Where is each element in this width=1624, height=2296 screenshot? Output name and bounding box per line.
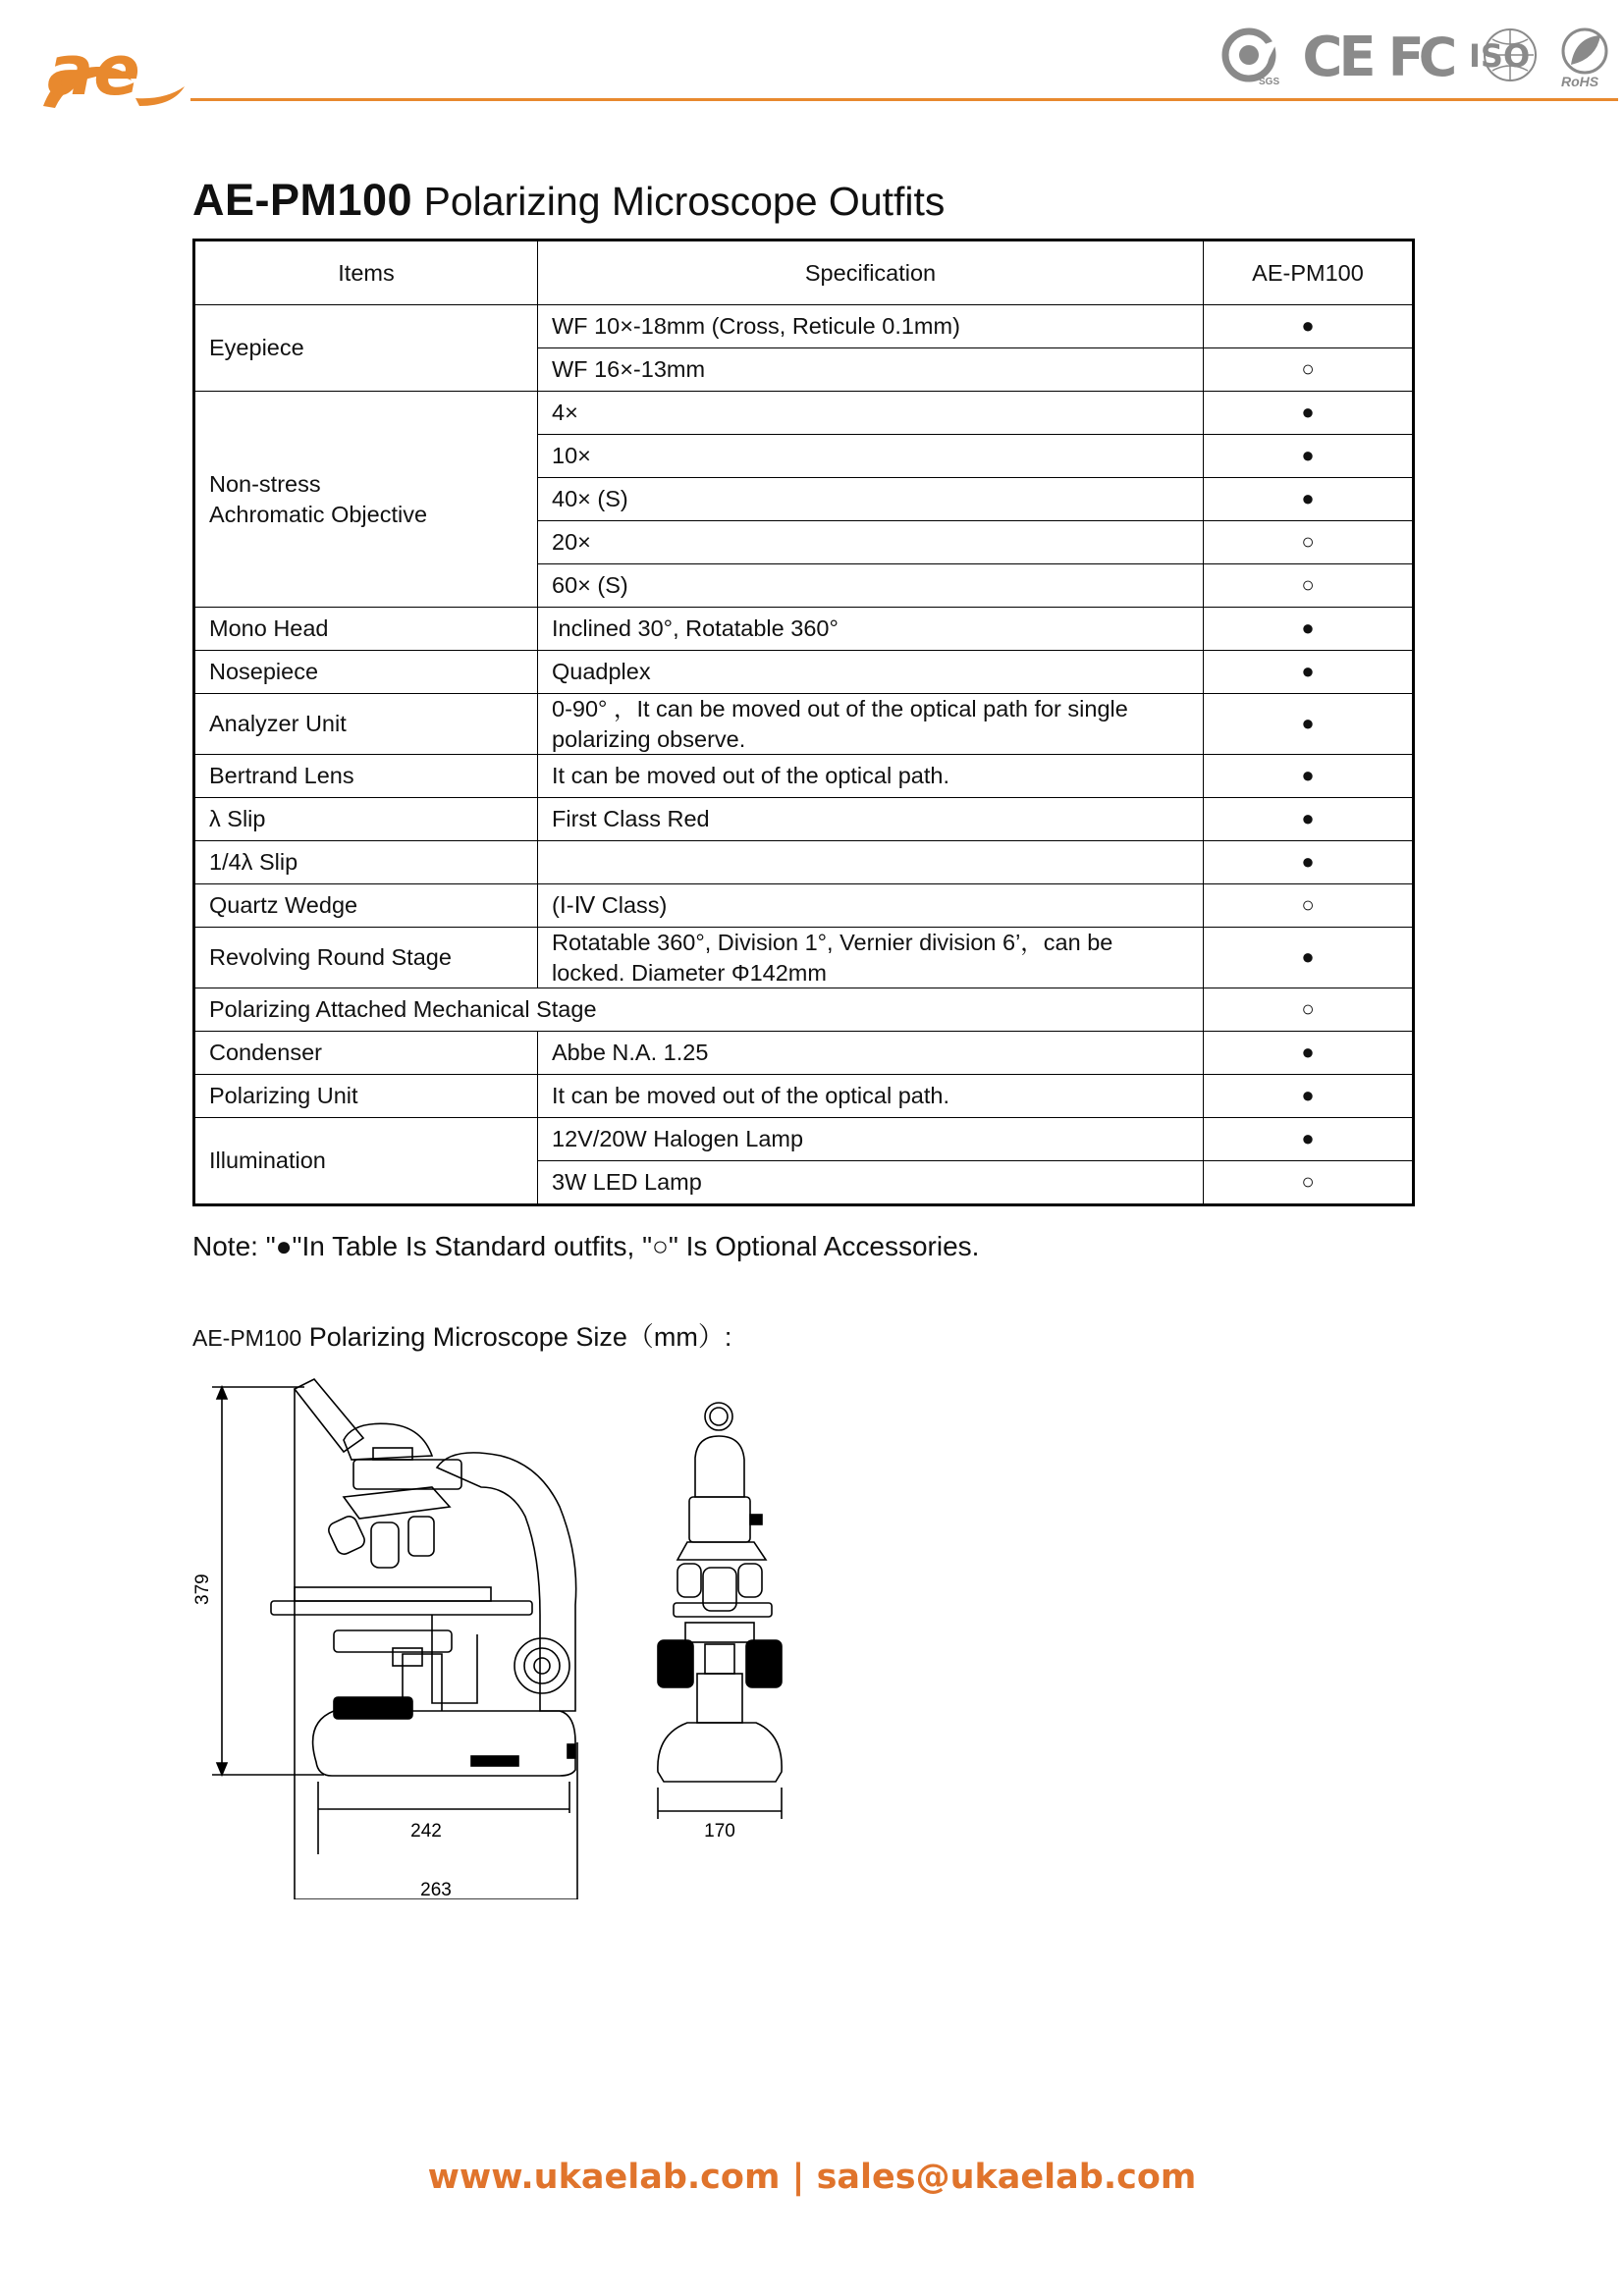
item-cell: Nosepiece: [194, 651, 538, 694]
table-note: Note: "●"In Table Is Standard outfits, "○" Is Optional Accessories.: [192, 1231, 980, 1261]
availability-mark: ●: [1204, 478, 1414, 521]
spec-cell: 4×: [538, 392, 1204, 435]
microscope-dimension-drawing: [187, 1350, 913, 1899]
availability-mark: ●: [1204, 608, 1414, 651]
availability-mark: ●: [1204, 305, 1414, 348]
availability-mark: ○: [1204, 564, 1414, 608]
ce-mark-icon: CE: [1302, 25, 1373, 89]
item-cell: Bertrand Lens: [194, 755, 538, 798]
item-cell: Polarizing Unit: [194, 1075, 538, 1118]
spec-cell: [538, 841, 1204, 884]
spec-cell: (Ⅰ-Ⅳ Class): [538, 884, 1204, 928]
item-cell: 1/4λ Slip: [194, 841, 538, 884]
availability-mark: ●: [1204, 798, 1414, 841]
fcc-mark-icon: FC: [1387, 26, 1452, 88]
size-caption-text: Polarizing Microscope Size（mm）:: [308, 1322, 732, 1352]
title-text: Polarizing Microscope Outfits: [423, 179, 946, 224]
spec-cell: Inclined 30°, Rotatable 360°: [538, 608, 1204, 651]
table-row: [194, 694, 1414, 755]
page-title: [192, 175, 945, 226]
table-row: [194, 1032, 1414, 1075]
table-header-row: [194, 240, 1414, 305]
dim-total-depth: 263: [420, 1880, 452, 1899]
table-row: [194, 608, 1414, 651]
header-model: AE-PM100: [1204, 240, 1414, 305]
item-cell: Revolving Round Stage: [194, 928, 538, 988]
spec-cell: 0-90° ，It can be moved out of the optical path for single polarizing observe.: [538, 694, 1204, 755]
item-cell: Analyzer Unit: [194, 694, 538, 755]
logo-text: ae: [47, 30, 140, 111]
dim-height: 379: [192, 1574, 213, 1605]
dim-base-depth: 242: [410, 1821, 442, 1842]
availability-mark: ●: [1204, 1032, 1414, 1075]
table-row: [194, 928, 1414, 988]
availability-mark: ●: [1204, 651, 1414, 694]
spec-cell: 3W LED Lamp: [538, 1161, 1204, 1205]
item-cell: Condenser: [194, 1032, 538, 1075]
spec-cell: It can be moved out of the optical path.: [538, 755, 1204, 798]
size-caption-model: AE-PM100: [192, 1325, 302, 1351]
item-cell: Quartz Wedge: [194, 884, 538, 928]
spec-cell: First Class Red: [538, 798, 1204, 841]
spec-cell: 12V/20W Halogen Lamp: [538, 1118, 1204, 1161]
spec-cell: Rotatable 360°, Division 1°, Vernier division 6’，can be locked. Diameter Φ142mm: [538, 928, 1204, 988]
spec-cell: 40× (S): [538, 478, 1204, 521]
item-cell: Non-stress Achromatic Objective: [194, 392, 538, 608]
spec-cell: 60× (S): [538, 564, 1204, 608]
svg-text:ISO: ISO: [1469, 37, 1531, 75]
availability-mark: ●: [1204, 435, 1414, 478]
availability-mark: ●: [1204, 841, 1414, 884]
header-items: Items: [194, 240, 538, 305]
size-caption: [192, 1315, 731, 1354]
spec-cell: It can be moved out of the optical path.: [538, 1075, 1204, 1118]
header-divider: [190, 98, 1618, 101]
availability-mark: ●: [1204, 755, 1414, 798]
brand-logo: [37, 29, 189, 118]
table-row: [194, 1118, 1414, 1161]
item-cell: λ Slip: [194, 798, 538, 841]
spec-cell: WF 10×-18mm (Cross, Reticule 0.1mm): [538, 305, 1204, 348]
sgs-certification-icon: [1219, 26, 1290, 88]
availability-mark: ○: [1204, 1161, 1414, 1205]
spec-table: [192, 239, 1415, 1206]
iso-certification-icon: [1465, 26, 1545, 88]
footer-contact[interactable]: www.ukaelab.com | sales@ukaelab.com: [427, 2158, 1197, 2197]
availability-mark: ○: [1204, 884, 1414, 928]
table-row: [194, 392, 1414, 435]
table-row: [194, 884, 1414, 928]
svg-text:RoHS: RoHS: [1561, 74, 1599, 88]
svg-text:SGS: SGS: [1259, 77, 1280, 87]
spec-cell: 20×: [538, 521, 1204, 564]
dim-width: 170: [704, 1821, 735, 1842]
item-cell: Mono Head: [194, 608, 538, 651]
item-cell: Eyepiece: [194, 305, 538, 392]
spec-cell: Abbe N.A. 1.25: [538, 1032, 1204, 1075]
item-cell: Illumination: [194, 1118, 538, 1205]
availability-mark: ●: [1204, 928, 1414, 988]
table-row: [194, 1075, 1414, 1118]
spec-cell: WF 16×-13mm: [538, 348, 1204, 392]
availability-mark: ○: [1204, 348, 1414, 392]
availability-mark: ○: [1204, 988, 1414, 1032]
spec-cell: Quadplex: [538, 651, 1204, 694]
rohs-certification-icon: [1555, 26, 1614, 88]
table-row: [194, 798, 1414, 841]
table-row: [194, 988, 1414, 1032]
certification-logos: [1219, 26, 1614, 88]
spec-cell: 10×: [538, 435, 1204, 478]
table-row: [194, 651, 1414, 694]
availability-mark: ●: [1204, 1118, 1414, 1161]
table-row: [194, 841, 1414, 884]
availability-mark: ○: [1204, 521, 1414, 564]
availability-mark: ●: [1204, 694, 1414, 755]
availability-mark: ●: [1204, 1075, 1414, 1118]
table-row: [194, 755, 1414, 798]
header-specification: Specification: [538, 240, 1204, 305]
title-model: AE-PM100: [192, 175, 413, 225]
table-row: [194, 305, 1414, 348]
availability-mark: ●: [1204, 392, 1414, 435]
item-cell: Polarizing Attached Mechanical Stage: [194, 988, 1204, 1032]
